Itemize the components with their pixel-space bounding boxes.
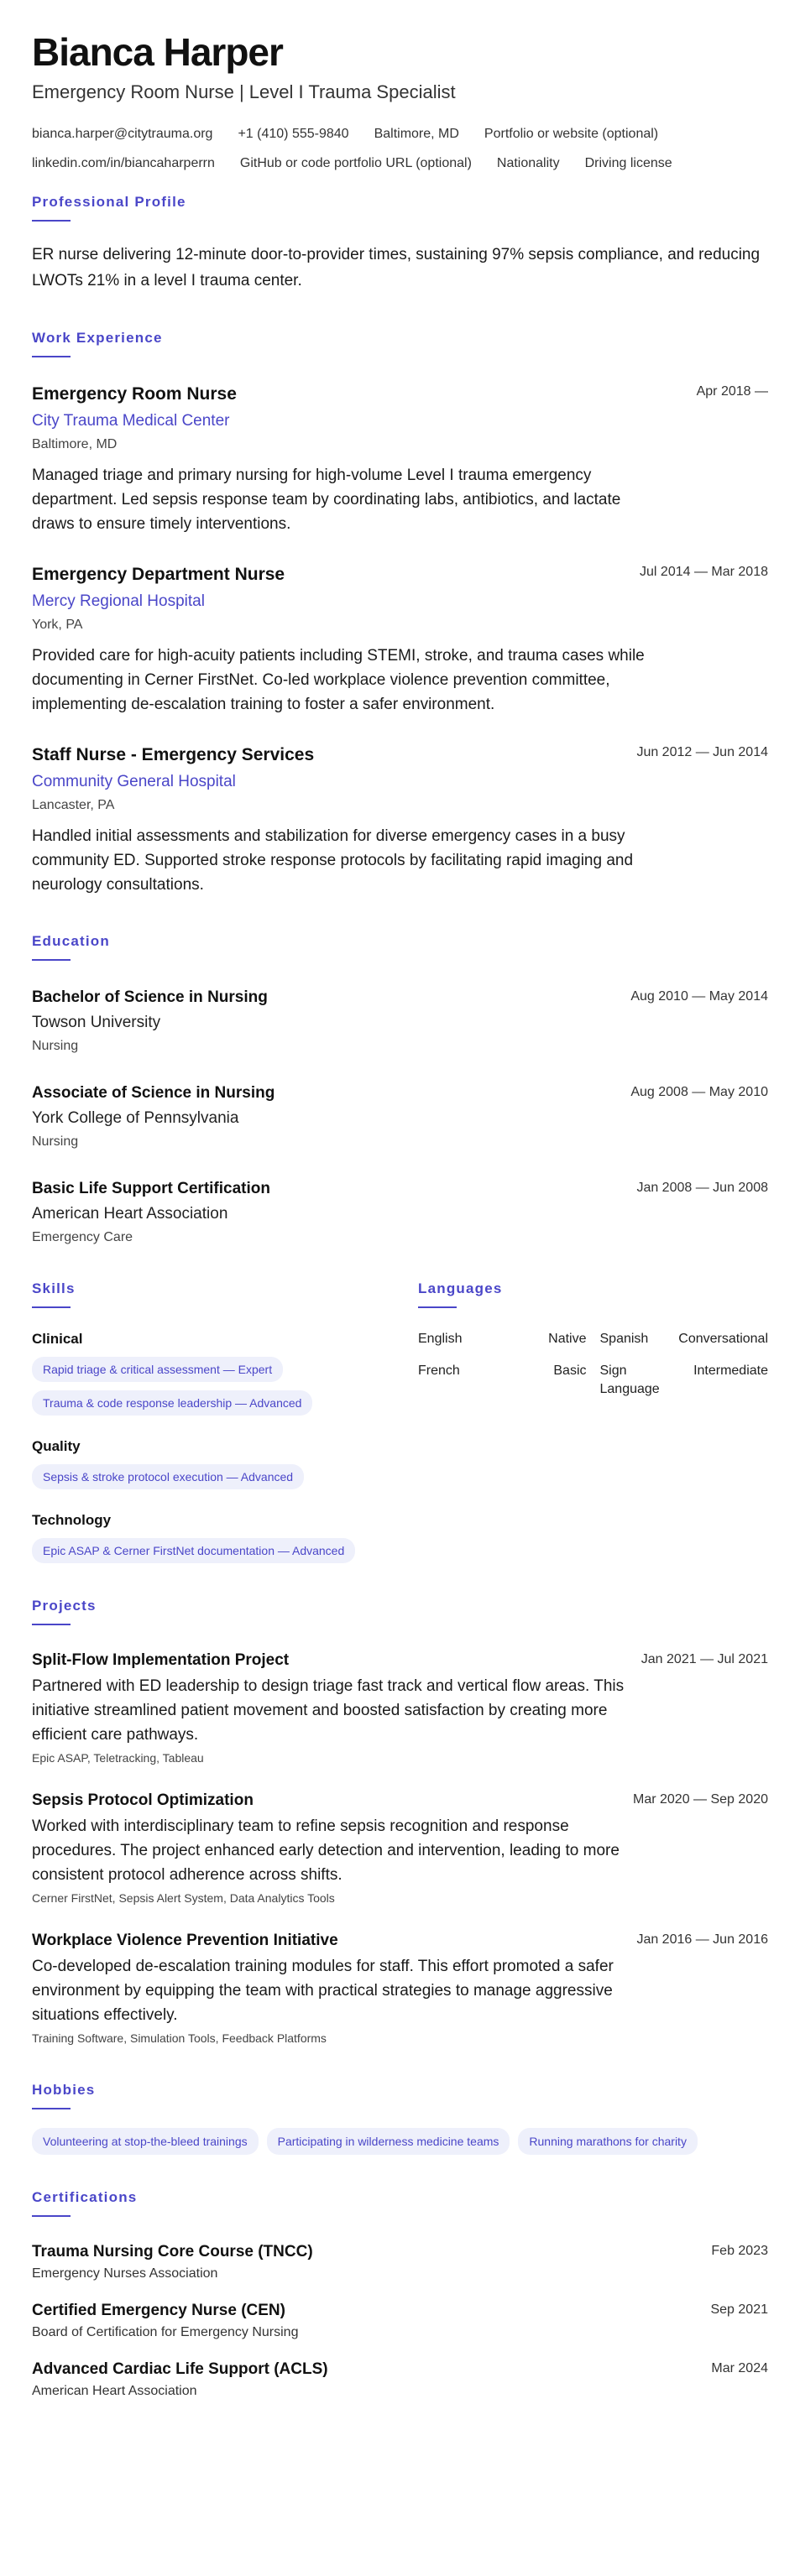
hobby-pill: Participating in wilderness medicine teams <box>267 2128 510 2155</box>
job-entry <box>32 383 768 536</box>
section-divider <box>32 959 71 961</box>
language-level: Conversational <box>678 1332 768 1346</box>
project-description: Partnered with ED leadership to design triage fast track and vertical flow areas. This initiative streamlined patient movement and boosted satisfaction by creating more efficient care pathways. <box>32 1677 625 1744</box>
job-dates: Apr 2018 — <box>696 384 768 399</box>
contact-linkedin[interactable]: linkedin.com/in/biancaharperrn <box>32 156 215 170</box>
certification-date: Mar 2024 <box>711 2361 768 2375</box>
language-item <box>418 1330 587 1348</box>
skill-group <box>32 1330 418 1416</box>
skill-pill-list <box>32 1456 418 1489</box>
language-level: Basic <box>553 1364 587 1378</box>
education-dates: Aug 2010 — May 2014 <box>630 989 768 1004</box>
section-divider <box>418 1306 457 1308</box>
profile-summary: ER nurse delivering 12-minute door-to-provider times, sustaining 97% sepsis compliance, and reducing LWOTs 21% in a level I trauma center. <box>32 246 761 289</box>
contact-phone[interactable]: +1 (410) 555-9840 <box>238 127 349 141</box>
education-field: Nursing <box>32 1039 79 1053</box>
education-school: American Heart Association <box>32 1205 228 1223</box>
section-title: Hobbies <box>32 2082 96 2098</box>
skill-category: Technology <box>32 1512 112 1528</box>
education-field: Emergency Care <box>32 1230 133 1244</box>
section-divider <box>32 1624 71 1625</box>
language-item <box>600 1362 769 1399</box>
job-location: Lancaster, PA <box>32 798 115 812</box>
skills-languages-row <box>32 1280 768 1563</box>
education-degree: Associate of Science in Nursing <box>32 1084 275 1102</box>
contact-nationality: Nationality <box>496 156 560 170</box>
job-title: Emergency Department Nurse <box>32 565 285 584</box>
project-title: Split-Flow Implementation Project <box>32 1651 290 1669</box>
project-title: Workplace Violence Prevention Initiative <box>32 1932 338 1949</box>
language-level: Native <box>548 1332 587 1346</box>
section-title: Work Experience <box>32 330 163 346</box>
language-name: French <box>418 1364 460 1378</box>
language-item <box>418 1362 587 1399</box>
section-divider <box>32 356 71 357</box>
contact-location: Baltimore, MD <box>374 127 459 141</box>
section-divider <box>32 2108 71 2109</box>
section-divider <box>32 2215 71 2217</box>
job-title: Emergency Room Nurse <box>32 384 237 404</box>
skill-group <box>32 1511 418 1563</box>
certification-entry <box>32 2360 768 2400</box>
section-divider <box>32 220 71 222</box>
skill-pill: Sepsis & stroke protocol execution — Advanced <box>32 1464 304 1489</box>
language-list <box>418 1330 768 1412</box>
education-dates: Jan 2008 — Jun 2008 <box>636 1181 768 1195</box>
skill-pill-list <box>32 1530 418 1563</box>
section-title: Languages <box>418 1280 503 1296</box>
section-title: Professional Profile <box>32 194 186 210</box>
section-title: Skills <box>32 1280 76 1296</box>
job-dates: Jul 2014 — Mar 2018 <box>640 565 768 579</box>
skill-group <box>32 1437 418 1489</box>
project-dates: Jan 2021 — Jul 2021 <box>641 1652 768 1666</box>
project-description: Worked with interdisciplinary team to refine sepsis recognition and response procedures. The project enhanced early detection and intervention, leading to more consistent protocol adherence across shifts. <box>32 1817 620 1884</box>
project-list <box>32 1650 768 2046</box>
resume-header <box>32 30 768 172</box>
education-entry <box>32 988 768 1055</box>
job-company: Mercy Regional Hospital <box>32 592 205 610</box>
contact-info <box>32 126 768 172</box>
certification-list <box>32 2242 768 2400</box>
education-school: Towson University <box>32 1014 161 1031</box>
education-field: Nursing <box>32 1134 79 1149</box>
project-entry <box>32 1791 768 1906</box>
job-list <box>32 383 768 897</box>
education-list <box>32 988 768 1246</box>
section-title: Certifications <box>32 2189 138 2205</box>
candidate-subtitle: Emergency Room Nurse | Level I Trauma Specialist <box>32 81 456 102</box>
job-dates: Jun 2012 — Jun 2014 <box>636 745 768 759</box>
job-description: Managed triage and primary nursing for high-volume Level I trauma emergency department. Led sepsis response team by coordinating labs, antibiotics, and lactate draws to ensure timely interventions. <box>32 467 621 533</box>
skill-category: Quality <box>32 1438 81 1454</box>
profile-section <box>32 193 768 294</box>
projects-section <box>32 1597 768 2046</box>
education-school: York College of Pennsylvania <box>32 1109 239 1127</box>
hobbies-section <box>32 2081 768 2155</box>
certification-entry <box>32 2301 768 2341</box>
skill-pill: Epic ASAP & Cerner FirstNet documentation — Advanced <box>32 1538 355 1563</box>
education-entry <box>32 1083 768 1150</box>
project-description: Co-developed de-escalation training modules for staff. This effort promoted a safer environment by equipping the team with practical strategies to manage aggressive situations effectively. <box>32 1958 614 2024</box>
job-title: Staff Nurse - Emergency Services <box>32 745 315 764</box>
certification-title: Advanced Cardiac Life Support (ACLS) <box>32 2360 328 2378</box>
language-level: Intermediate <box>693 1364 768 1378</box>
certification-date: Sep 2021 <box>710 2302 768 2317</box>
certification-issuer: Emergency Nurses Association <box>32 2266 218 2281</box>
certification-title: Trauma Nursing Core Course (TNCC) <box>32 2243 313 2261</box>
contact-driving-license: Driving license <box>584 156 672 170</box>
job-company: Community General Hospital <box>32 773 236 790</box>
project-tools: Training Software, Simulation Tools, Feedback Platforms <box>32 2031 327 2045</box>
education-degree: Bachelor of Science in Nursing <box>32 988 268 1006</box>
certification-issuer: Board of Certification for Emergency Nursing <box>32 2325 299 2339</box>
hobby-list <box>32 2128 768 2155</box>
contact-row <box>32 155 768 172</box>
project-title: Sepsis Protocol Optimization <box>32 1791 254 1809</box>
contact-row <box>32 126 768 143</box>
language-item <box>600 1330 769 1348</box>
candidate-name: Bianca Harper <box>32 30 283 74</box>
project-tools: Cerner FirstNet, Sepsis Alert System, Data Analytics Tools <box>32 1891 335 1905</box>
project-dates: Jan 2016 — Jun 2016 <box>636 1932 768 1947</box>
experience-section <box>32 329 768 897</box>
skill-category: Clinical <box>32 1331 83 1347</box>
languages-section <box>418 1280 768 1563</box>
skill-pill-list <box>32 1348 418 1416</box>
certification-title: Certified Emergency Nurse (CEN) <box>32 2302 285 2319</box>
education-dates: Aug 2008 — May 2010 <box>630 1085 768 1099</box>
project-entry <box>32 1650 768 1765</box>
job-description: Handled initial assessments and stabilization for diverse emergency cases in a busy community ED. Supported stroke response protocols by facilitating rapid imaging and neurology consultations. <box>32 827 634 894</box>
skill-pill: Trauma & code response leadership — Advanced <box>32 1390 312 1416</box>
job-company: City Trauma Medical Center <box>32 412 230 430</box>
contact-email[interactable]: bianca.harper@citytrauma.org <box>32 127 213 141</box>
education-section <box>32 932 768 1246</box>
contact-portfolio[interactable]: Portfolio or website (optional) <box>484 127 659 141</box>
project-tools: Epic ASAP, Teletracking, Tableau <box>32 1751 204 1765</box>
section-title: Education <box>32 933 110 949</box>
education-entry <box>32 1179 768 1246</box>
project-entry <box>32 1931 768 2046</box>
job-entry <box>32 743 768 897</box>
section-divider <box>32 1306 71 1308</box>
project-dates: Mar 2020 — Sep 2020 <box>633 1792 768 1807</box>
job-location: York, PA <box>32 618 83 632</box>
language-name: Spanish <box>599 1332 649 1346</box>
skill-pill: Rapid triage & critical assessment — Expert <box>32 1357 283 1382</box>
hobby-pill: Running marathons for charity <box>518 2128 698 2155</box>
education-degree: Basic Life Support Certification <box>32 1180 270 1197</box>
language-name: English <box>418 1332 463 1346</box>
certification-issuer: American Heart Association <box>32 2384 197 2398</box>
job-location: Baltimore, MD <box>32 437 118 451</box>
certification-entry <box>32 2242 768 2282</box>
hobby-pill: Volunteering at stop-the-bleed trainings <box>32 2128 259 2155</box>
contact-github[interactable]: GitHub or code portfolio URL (optional) <box>239 156 472 170</box>
section-title: Projects <box>32 1598 97 1614</box>
certification-date: Feb 2023 <box>711 2244 768 2258</box>
certifications-section <box>32 2188 768 2400</box>
language-name: Sign Language <box>599 1364 660 1396</box>
job-entry <box>32 563 768 717</box>
skills-section <box>32 1280 418 1563</box>
job-description: Provided care for high-acuity patients including STEMI, stroke, and trauma cases while documenting in Cerner FirstNet. Co-led workplace violence prevention committee, implementing de-escalation training to foster a safer environment. <box>32 647 645 713</box>
